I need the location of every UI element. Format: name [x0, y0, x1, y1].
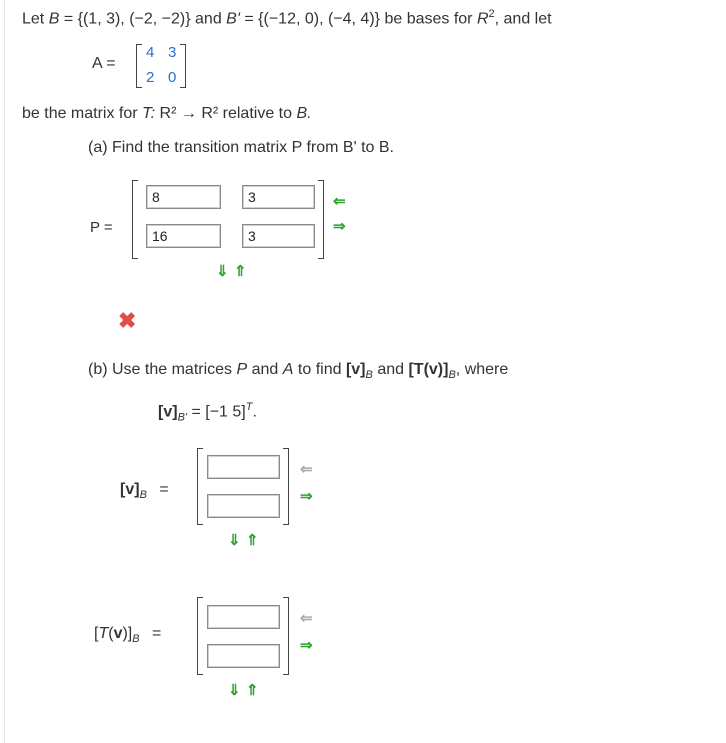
matrix-a-cell: 2 [146, 69, 155, 86]
matrix-description: be the matrix for T: R² → R² relative to B. [22, 105, 312, 122]
p-cell-2-1[interactable] [146, 224, 221, 248]
remove-row-up-arrow-icon[interactable]: ⇑ [246, 682, 259, 699]
remove-row-up-arrow-icon[interactable]: ⇑ [246, 532, 259, 549]
left-border [4, 0, 5, 743]
p-label: P = [90, 219, 113, 236]
remove-column-left-arrow-icon[interactable]: ⇐ [333, 193, 346, 210]
intro-line: Let B = {(1, 3), (−2, −2)} and B' = {(−12, 0), (−4, 4)} be bases for $R^2$, and let [22, 8, 552, 28]
incorrect-x-icon: ✖ [118, 308, 137, 333]
add-column-right-arrow-icon[interactable]: ⇒ [333, 218, 346, 235]
matrix-a-label: A = [92, 55, 116, 72]
vb-left-bracket [197, 448, 203, 525]
tvb-right-bracket [283, 597, 289, 675]
add-row-down-arrow-icon[interactable]: ⇓ [228, 532, 241, 549]
remove-column-left-arrow-icon: ⇐ [300, 461, 313, 478]
remove-row-up-arrow-icon[interactable]: ⇑ [234, 263, 247, 280]
matrix-a-left-bracket [136, 44, 142, 88]
vb-cell-1[interactable] [207, 455, 280, 479]
part-b-prompt: (b) Use the matrices P and A to find $[v]_B$ and $[T(v)]_B$, where [88, 361, 509, 382]
vb-right-bracket [283, 448, 289, 525]
matrix-p-right-bracket [318, 180, 324, 259]
matrix-a-right-bracket [180, 44, 186, 88]
p-cell-1-1[interactable] [146, 185, 221, 209]
add-column-right-arrow-icon[interactable]: ⇒ [300, 488, 313, 505]
p-cell-2-2[interactable] [242, 224, 315, 248]
add-row-down-arrow-icon[interactable]: ⇓ [228, 682, 241, 699]
matrix-a-cell: 3 [168, 44, 177, 61]
matrix-a-cell: 0 [168, 69, 177, 86]
tvb-cell-2[interactable] [207, 644, 280, 668]
p-cell-1-2[interactable] [242, 185, 315, 209]
vb-cell-2[interactable] [207, 494, 280, 518]
tvb-left-bracket [197, 597, 203, 675]
remove-column-left-arrow-icon: ⇐ [300, 610, 313, 627]
matrix-p-left-bracket [132, 180, 138, 259]
matrix-a-cell: 4 [146, 44, 155, 61]
part-a-prompt: (a) Find the transition matrix P from B' to B. [88, 139, 394, 156]
vb-label: $[v]_B$ = [120, 481, 169, 502]
tvb-cell-1[interactable] [207, 605, 280, 629]
add-row-down-arrow-icon[interactable]: ⇓ [216, 263, 229, 280]
add-column-right-arrow-icon[interactable]: ⇒ [300, 637, 313, 654]
tvb-label: $[T(v)]_B$ = [94, 625, 162, 646]
given-vector: $[v]_{B'} = [-1$ 5]$^T$. [158, 401, 257, 424]
